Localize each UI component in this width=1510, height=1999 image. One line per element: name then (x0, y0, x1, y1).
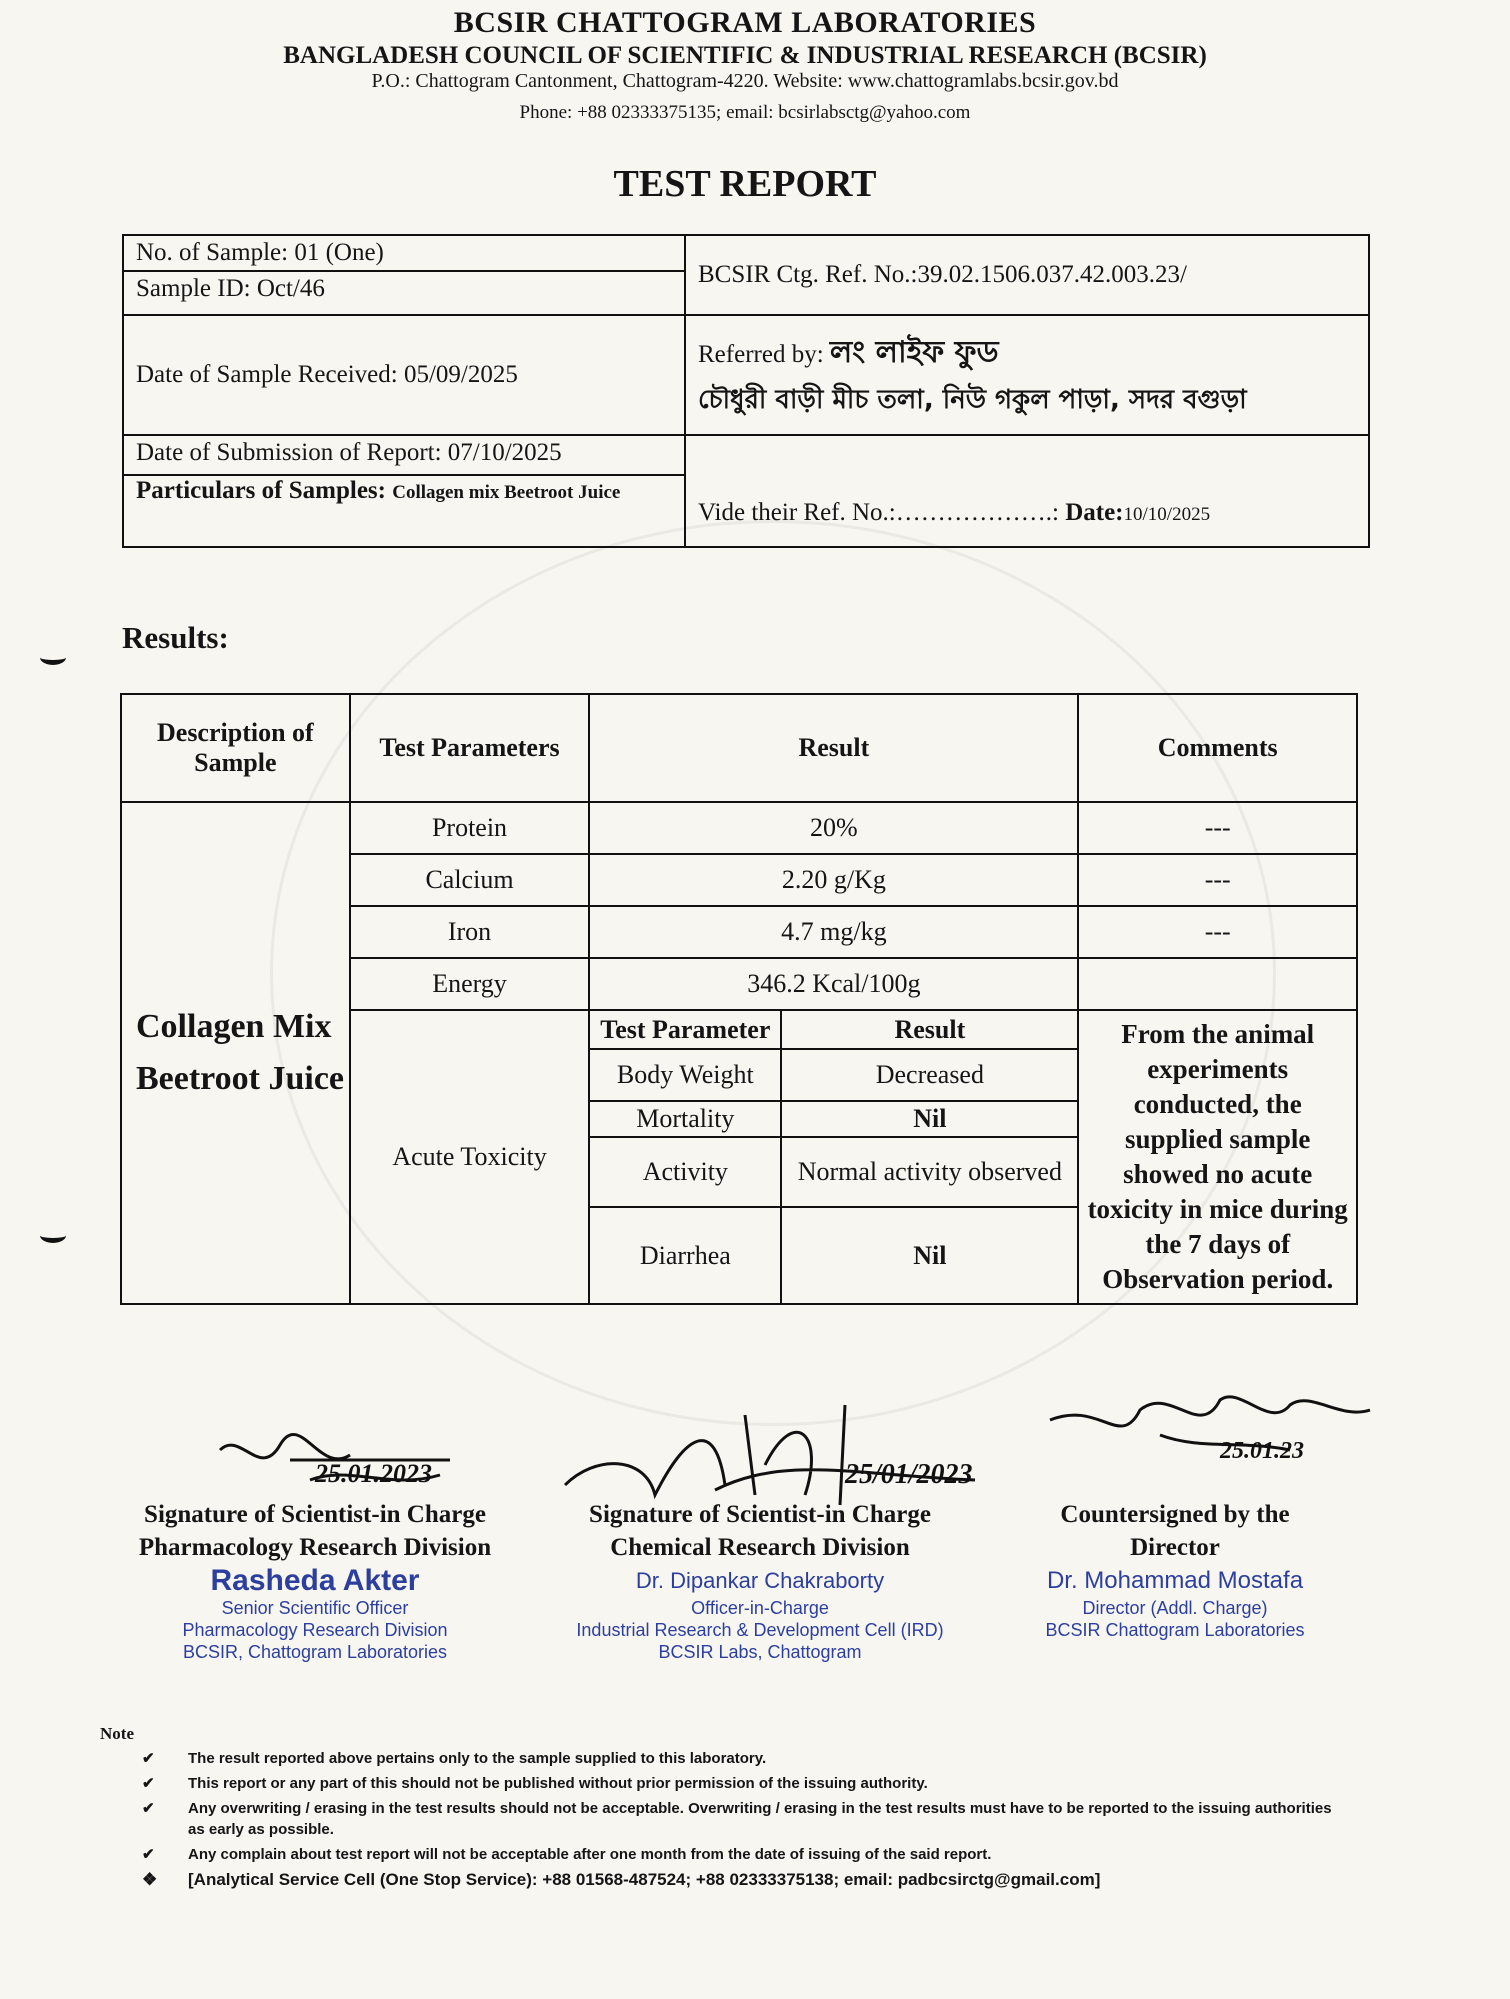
particulars-label: Particulars of Samples: (136, 477, 386, 504)
referred-by-cell (685, 315, 1369, 435)
signature-division: Director (1130, 1534, 1220, 1561)
vide-ref-cell (685, 435, 1369, 547)
note-text: This report or any part of this should not be published without prior permission of the issuing authority. (188, 1775, 928, 1792)
param-protein: Protein (350, 802, 590, 854)
check-icon: ✔ (142, 1775, 155, 1792)
punch-hole-mark (40, 650, 66, 665)
submission-cell (123, 435, 685, 547)
vide-date: 10/10/2025 (1123, 504, 1211, 525)
check-icon: ✔ (142, 1846, 155, 1863)
punch-hole-mark (40, 1228, 66, 1243)
param-iron: Iron (350, 906, 590, 958)
tox-param-body-weight: Body Weight (590, 1049, 781, 1101)
signature-date-director: 25.01.23 (1220, 1438, 1304, 1464)
vide-ref: Vide their Ref. No.:……………….: (698, 499, 1059, 526)
signature-block-director (1010, 1498, 1340, 1641)
sample-info-table (122, 234, 1370, 548)
stamp-line: BCSIR Labs, Chattogram (658, 1642, 862, 1662)
param-acute-toxicity: Acute Toxicity (350, 1010, 590, 1304)
council-name: BANGLADESH COUNCIL OF SCIENTIFIC & INDUSTRIAL RESEARCH (BCSIR) (283, 42, 1207, 69)
signature-title: Signature of Scientist-in Charge (589, 1501, 931, 1528)
referred-by-address: চৌধুরী বাড়ী মীচ তলা, নিউ গকুল পাড়া, সদর বগুড়া (698, 384, 1247, 415)
stamp-line: Officer-in-Charge (691, 1598, 829, 1618)
diamond-bullet-icon: ❖ (142, 1870, 158, 1889)
signature-block-pharmacology (110, 1498, 520, 1663)
particulars-value: Collagen mix Beetroot Juice (392, 482, 621, 503)
tox-param-mortality: Mortality (590, 1101, 781, 1137)
sample-id-cell (123, 235, 685, 315)
sample-description: Collagen Mix Beetroot Juice (121, 802, 350, 1304)
report-title: TEST REPORT (613, 163, 877, 205)
toxicity-comment-post: in mice during the 7 days of Observation period. (1102, 1194, 1348, 1294)
header-result: Result (589, 694, 1078, 802)
stamp-line: BCSIR, Chattogram Laboratories (182, 1642, 448, 1662)
toxicity-subtable (590, 1011, 1077, 1303)
check-icon: ✔ (142, 1750, 155, 1767)
note-text: Any complain about test report will not be acceptable after one month from the date of issuing of the said report. (188, 1846, 992, 1863)
signature-scribble-pharmacology (200, 1420, 460, 1500)
tox-result-diarrhea: Nil (913, 1240, 947, 1270)
signature-block-chemical (555, 1498, 965, 1663)
result-protein: 20% (589, 802, 1078, 854)
signature-scribble-director (1040, 1380, 1380, 1480)
note-text: [Analytical Service Cell (One Stop Service): +88 01568-487524; +88 02333375138; email: padbcsirctg@gmail.com] (188, 1870, 1101, 1889)
stamp-line: Senior Scientific Officer (221, 1598, 409, 1618)
note-item (142, 1844, 1342, 1865)
header-test-parameters: Test Parameters (350, 694, 590, 802)
results-table (120, 693, 1358, 1305)
sub-header-result: Result (781, 1011, 1077, 1049)
check-icon: ✔ (142, 1800, 155, 1817)
signature-date-chemical: 25/01/2023 (845, 1459, 973, 1490)
lab-name: BCSIR CHATTOGRAM LABORATORIES (453, 6, 1037, 39)
lab-address: P.O.: Chattogram Cantonment, Chattogram-4220. Website: www.chattogramlabs.bcsir.gov.bd (371, 70, 1119, 92)
comment-protein: --- (1078, 802, 1357, 854)
tox-result-activity: Normal activity observed (781, 1137, 1077, 1207)
signature-title: Countersigned by the (1060, 1501, 1290, 1528)
sample-id: Sample ID: Oct/46 (124, 270, 684, 306)
vide-date-label: Date: (1065, 499, 1124, 526)
signature-title: Signature of Scientist-in Charge (144, 1501, 486, 1528)
lab-contact: Phone: +88 02333375135; email: bcsirlabsctg@yahoo.com (519, 102, 971, 123)
note-label: Note (100, 1724, 134, 1743)
notes-list (142, 1748, 1342, 1894)
note-item (142, 1773, 1342, 1794)
note-text: The result reported above pertains only to the sample supplied to this laboratory. (188, 1750, 767, 1767)
stamp-line: Industrial Research & Development Cell (IRD) (576, 1620, 944, 1640)
toxicity-comment (1078, 1010, 1357, 1304)
tox-param-diarrhea: Diarrhea (590, 1207, 781, 1303)
stamp-name: Dr. Dipankar Chakraborty (635, 1568, 885, 1593)
sub-header-parameter: Test Parameter (590, 1011, 781, 1049)
result-calcium: 2.20 g/Kg (589, 854, 1078, 906)
note-item (142, 1869, 1342, 1890)
header-comments: Comments (1078, 694, 1357, 802)
header-description: Description of Sample (121, 694, 350, 802)
toxicity-subtable-cell (589, 1010, 1078, 1304)
submission-date: Date of Submission of Report: 07/10/2025 (136, 439, 562, 466)
comment-energy (1078, 958, 1357, 1010)
reference-number: BCSIR Ctg. Ref. No.:39.02.1506.037.42.003.23/ (685, 235, 1369, 315)
referred-by-label: Referred by: (698, 340, 824, 368)
param-calcium: Calcium (350, 854, 590, 906)
result-energy: 346.2 Kcal/100g (589, 958, 1078, 1010)
particulars-cell (124, 474, 684, 508)
stamp-line: Director (Addl. Charge) (1082, 1598, 1268, 1618)
tox-result-mortality: Nil (781, 1101, 1077, 1137)
signature-division: Pharmacology Research Division (138, 1534, 492, 1561)
toxicity-comment-bold: no acute toxicity (1087, 1159, 1313, 1224)
signature-date-pharmacology: 25.01.2023 (315, 1459, 432, 1488)
tox-result-body-weight: Decreased (781, 1049, 1077, 1101)
toxicity-comment-pre: From the animal experiments conducted, the supplied sample showed (1121, 1019, 1315, 1189)
signature-division: Chemical Research Division (610, 1534, 910, 1561)
date-received: Date of Sample Received: 05/09/2025 (123, 315, 685, 435)
note-text: Any overwriting / erasing in the test results should not be acceptable. Overwriting / erasing in the test results must have to be reported to the issuing authorities as early as possible. (188, 1800, 1332, 1838)
comment-calcium: --- (1078, 854, 1357, 906)
note-item (142, 1748, 1342, 1769)
stamp-name: Dr. Mohammad Mostafa (1046, 1567, 1304, 1594)
note-item (142, 1798, 1342, 1840)
stamp-line: BCSIR Chattogram Laboratories (1045, 1620, 1305, 1640)
referred-by-name: লং লাইফ ফুড (829, 334, 999, 370)
param-energy: Energy (350, 958, 590, 1010)
results-heading: Results: (122, 620, 229, 655)
stamp-line: Pharmacology Research Division (182, 1620, 448, 1640)
stamp-name: Rasheda Akter (210, 1564, 420, 1597)
comment-iron: --- (1078, 906, 1357, 958)
tox-param-activity: Activity (590, 1137, 781, 1207)
sample-count: No. of Sample: 01 (One) (136, 239, 384, 266)
result-iron: 4.7 mg/kg (589, 906, 1078, 958)
